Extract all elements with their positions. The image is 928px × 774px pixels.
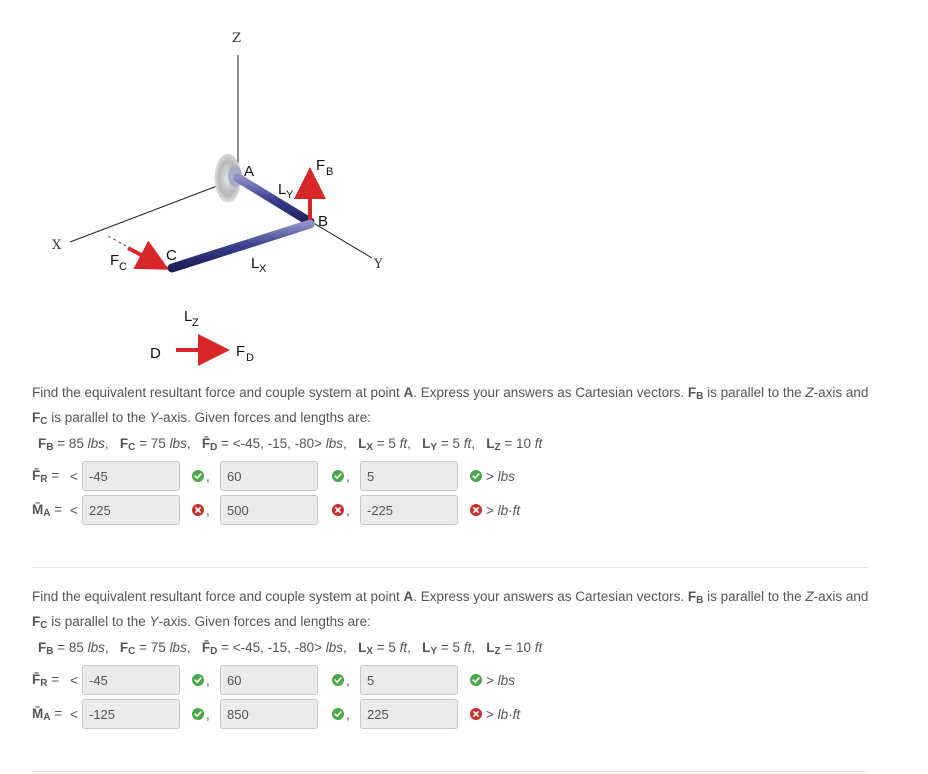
comma: , <box>206 502 210 518</box>
ma-label: $M̄_A$ = <box>32 705 63 723</box>
problem-2 <box>32 587 872 723</box>
vector-open-bracket: < <box>70 502 78 518</box>
problem-2-statement: Find the equivalent resultant force and couple system at point A. Express your answers as Cartesian vectors. $F_B$ is parallel to the Z-axis and $F_C$ is parallel to the Y-axis. Given forces and lengths are: <box>32 589 869 631</box>
comma: , <box>206 706 210 722</box>
section-divider <box>32 567 868 568</box>
length-ly-sub: Y <box>286 189 294 201</box>
problem-1 <box>32 383 872 519</box>
comma: , <box>346 502 350 518</box>
ma-y-input[interactable] <box>220 495 318 525</box>
comma: , <box>346 468 350 484</box>
vector-open-bracket: < <box>70 706 78 722</box>
length-lx-sub: X <box>259 263 267 275</box>
force-fb-label: F <box>316 157 326 174</box>
fr-z-input[interactable] <box>360 461 458 491</box>
correct-check-icon <box>192 708 204 720</box>
comma: , <box>206 468 210 484</box>
point-d-label: D <box>150 345 161 362</box>
problem-1-given: $F_B = 85$ lbs, $F_C = 75$ lbs, $F̄_D = <-45$, -15, -80> lbs, $L_X = 5$ ft, $L_Y = 5$ ft, $L_Z = 10$ ft <box>38 436 543 453</box>
ma-label: $M̄_A$ = <box>32 501 63 519</box>
problem-1-ma-row <box>32 495 520 525</box>
force-fc-sub: C <box>119 261 127 273</box>
incorrect-x-icon <box>470 504 482 516</box>
incorrect-x-icon <box>332 504 344 516</box>
vector-open-bracket: < <box>70 672 78 688</box>
incorrect-x-icon <box>470 708 482 720</box>
force-fd-sub: D <box>246 352 254 364</box>
fr-y-input[interactable] <box>220 461 318 491</box>
structure-diagram <box>0 0 928 375</box>
force-fc-label: F <box>110 252 120 269</box>
incorrect-x-icon <box>192 504 204 516</box>
problem-1-fr-row <box>32 461 515 491</box>
correct-check-icon <box>470 470 482 482</box>
fr-unit: > lbs <box>486 468 515 484</box>
fr-y-input[interactable] <box>220 665 318 695</box>
problem-2-ma-row <box>32 699 520 729</box>
length-lz-label: L <box>184 308 193 325</box>
fr-x-input[interactable] <box>82 461 180 491</box>
point-b-label: B <box>318 213 329 230</box>
fr-z-input[interactable] <box>360 665 458 695</box>
problem-2-fr-row <box>32 665 515 695</box>
force-fc-axis-dash <box>108 236 126 246</box>
correct-check-icon <box>332 674 344 686</box>
comma: , <box>346 672 350 688</box>
ma-x-input[interactable] <box>82 495 180 525</box>
z-axis-label: Z <box>232 31 242 46</box>
problem-2-given: $F_B = 85$ lbs, $F_C = 75$ lbs, $F̄_D = <-45$, -15, -80> lbs, $L_X = 5$ ft, $L_Y = 5$ ft, $L_Z = 10$ ft <box>38 640 543 657</box>
ma-x-input[interactable] <box>82 699 180 729</box>
length-lx-label: L <box>251 255 260 272</box>
force-fd-label: F <box>236 343 246 360</box>
correct-check-icon <box>470 674 482 686</box>
ma-unit: > lb·ft <box>486 706 521 722</box>
ma-z-input[interactable] <box>360 699 458 729</box>
member-bc <box>172 224 310 268</box>
member-ab <box>238 178 310 222</box>
ma-y-input[interactable] <box>220 699 318 729</box>
fr-unit: > lbs <box>486 672 515 688</box>
section-divider <box>32 771 868 772</box>
comma: , <box>346 706 350 722</box>
correct-check-icon <box>332 470 344 482</box>
fr-label: $F̄_R$ = <box>32 467 60 485</box>
vector-open-bracket: < <box>70 468 78 484</box>
ma-unit: > lb·ft <box>486 502 521 518</box>
ma-z-input[interactable] <box>360 495 458 525</box>
point-c-label: C <box>166 247 177 264</box>
correct-check-icon <box>192 674 204 686</box>
problem-1-statement: Find the equivalent resultant force and couple system at point A. Express your answers as Cartesian vectors. $F_B$ is parallel to the Z-axis and $F_C$ is parallel to the Y-axis. Given forces and lengths are: <box>32 385 869 427</box>
x-axis-label: X <box>52 238 62 253</box>
correct-check-icon <box>192 470 204 482</box>
correct-check-icon <box>332 708 344 720</box>
fr-x-input[interactable] <box>82 665 180 695</box>
x-axis-line <box>70 178 238 242</box>
point-a-label: A <box>244 163 255 180</box>
comma: , <box>206 672 210 688</box>
y-axis-label: Y <box>374 257 383 272</box>
length-ly-label: L <box>278 181 287 198</box>
fr-label: $F̄_R$ = <box>32 671 60 689</box>
force-fc-arrow <box>128 248 162 266</box>
length-lz-sub: Z <box>192 317 199 329</box>
force-fb-sub: B <box>326 166 334 178</box>
